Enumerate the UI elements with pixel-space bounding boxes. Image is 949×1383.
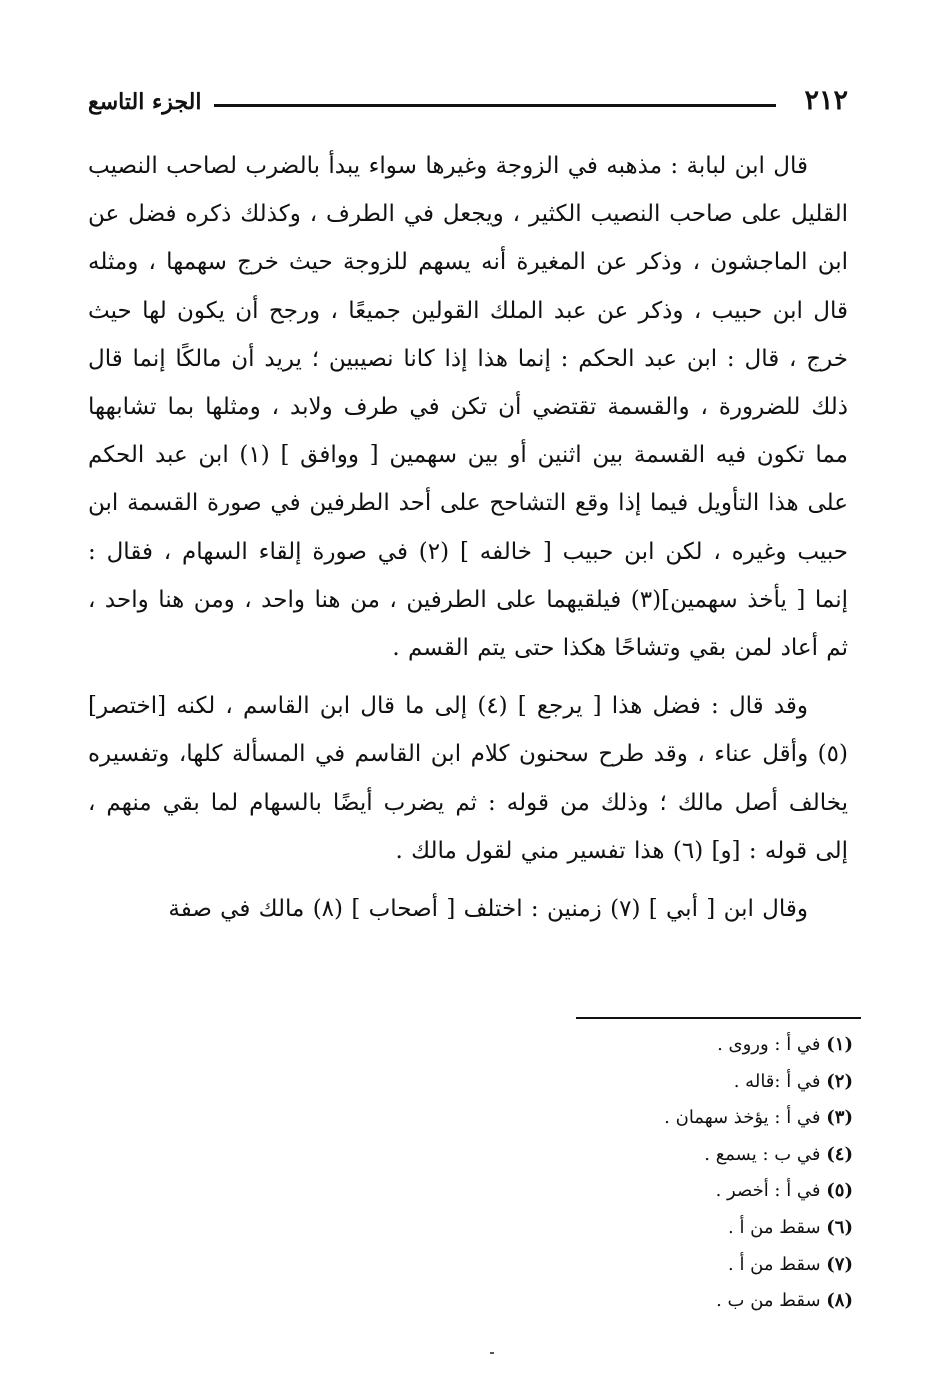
footnote-text: في ب : يسمع . bbox=[704, 1143, 821, 1165]
footnote-text: في أ : يؤخذ سهمان . bbox=[664, 1107, 821, 1129]
footnote-number: (٦) bbox=[826, 1216, 853, 1238]
page-header bbox=[88, 82, 848, 122]
footnote-number: (٨) bbox=[826, 1290, 853, 1312]
page-number: ٢١٢ bbox=[804, 85, 848, 116]
footnote-7 bbox=[353, 1247, 853, 1284]
footnotes bbox=[353, 1027, 853, 1320]
footnote-number: (١) bbox=[826, 1034, 853, 1055]
paragraph-3: وقال ابن [ أبي ] (٧) زمنين : اختلف [ أصحاب ] (٨) مالك في صفة bbox=[168, 896, 808, 923]
footnote-number: (٥) bbox=[826, 1180, 853, 1202]
footnote-3 bbox=[353, 1100, 853, 1137]
scan-mark bbox=[490, 1352, 494, 1354]
footnote-text: في أ : وروى . bbox=[717, 1034, 821, 1055]
footnote-4 bbox=[353, 1137, 853, 1174]
footnote-number: (٢) bbox=[826, 1070, 853, 1092]
main-text bbox=[88, 142, 848, 943]
footnote-8 bbox=[353, 1283, 853, 1320]
footnote-text: في أ : أخصر . bbox=[715, 1180, 821, 1202]
footnote-2 bbox=[353, 1064, 853, 1101]
footnote-6 bbox=[353, 1210, 853, 1247]
part-title: الجزء التاسع bbox=[88, 89, 202, 115]
footnote-number: (٣) bbox=[826, 1107, 853, 1129]
footnote-5 bbox=[353, 1173, 853, 1210]
paragraph-2: وقد قال : فضل هذا [ يرجع ] (٤) إلى ما قال ابن القاسم ، لكنه [اختصر](٥) وأقل عناء ، وقد طرح سحنون كلام ابن القاسم في المسألة كلها، وتفسيره يخالف أصل مالك ؛ وذلك من قوله : ثم يضرب أيضًا بالسهام لما بقي منهم ، إلى قوله : [و] (٦) هذا تفسير مني لقول مالك . bbox=[88, 693, 848, 864]
footnote-text: في أ :قاله . bbox=[733, 1070, 821, 1092]
footnote-text: سقط من أ . bbox=[728, 1253, 821, 1275]
footnote-1 bbox=[353, 1027, 853, 1064]
footnote-number: (٧) bbox=[826, 1253, 853, 1275]
footnote-number: (٤) bbox=[826, 1143, 853, 1165]
footnote-separator bbox=[576, 1017, 861, 1019]
paragraph-1: قال ابن لبابة : مذهبه في الزوجة وغيرها سواء يبدأ بالضرب لصاحب النصيب القليل على صاحب النصيب الكثير ، ويجعل في الطرف ، وكذلك ذكره فضل عن ابن الماجشون ، وذكر عن المغيرة أنه يسهم للزوجة حيث خرج سهمها ، ومثله قال ابن حبيب ، وذكر عن عبد الملك القولين جميعًا ، ورجح أن يكون لها حيث خرج ، قال : ابن عبد الحكم : إنما هذا إذا كانا نصيبين ؛ يريد أن مالكًا إنما قال ذلك للضرورة ، والقسمة تقتضي أن تكن في طرف ولابد ، ومثلها بما تشابهها مما تكون فيه القسمة بين اثنين أو بين سهمين [ ووافق ] (١) ابن عبد الحكم على هذا التأويل فيما إذا وقع التشاحح على أحد الطرفين في صورة القسمة ابن حبيب وغيره ، لكن ابن حبيب [ خالفه ] (٢) في صورة إلقاء السهام ، فقال : إنما [ يأخذ سهمين](٣) فيلقيهما على الطرفين ، من هنا واحد ، ومن هنا واحد ، ثم أعاد لمن بقي وتشاحًا هكذا حتى يتم القسم . bbox=[88, 153, 849, 662]
footnote-text: سقط من أ . bbox=[728, 1216, 821, 1238]
header-rule bbox=[214, 104, 776, 107]
footnote-text: سقط من ب . bbox=[716, 1290, 821, 1312]
